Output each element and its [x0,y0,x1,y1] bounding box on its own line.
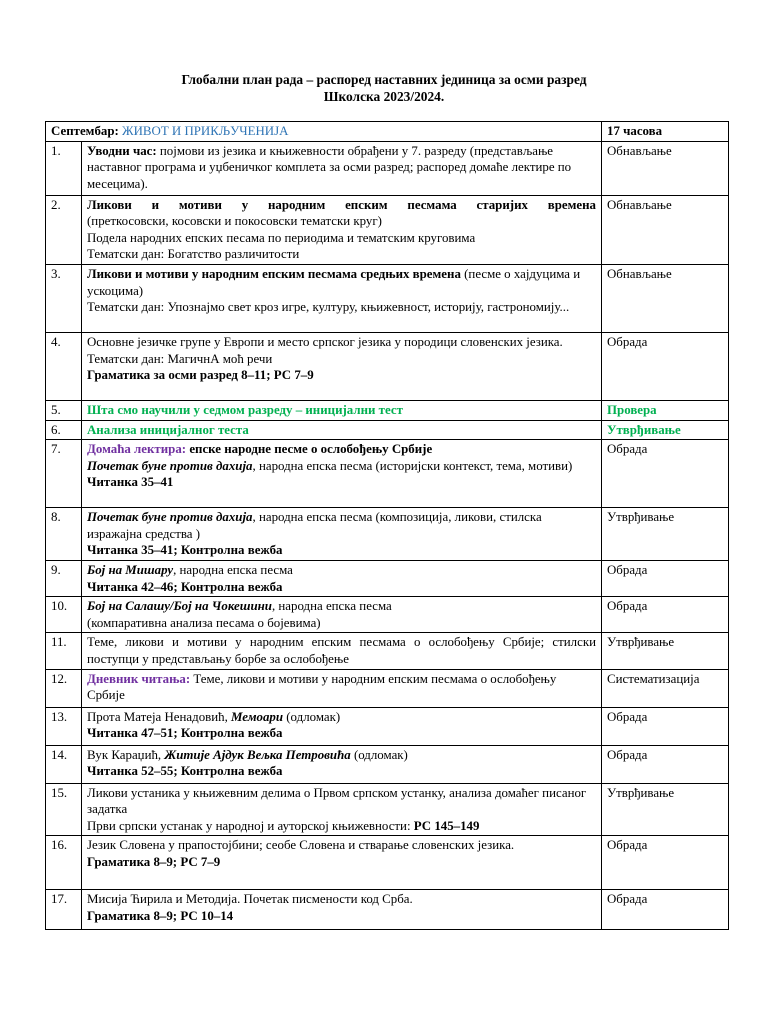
table-row [46,508,729,561]
month-theme: ЖИВОТ И ПРИКЉУЧЕНИЈА [122,124,289,138]
row-content [82,669,602,707]
row-text: Почетак буне против дахија [87,458,253,473]
row-text: , народна епска песма [173,562,293,577]
month-cell [46,122,602,142]
row-text: Житије Ајдук Вељка Петровића [164,747,351,762]
row-number: 1. [46,141,82,195]
row-text: Домаћа лектира: [87,442,187,457]
row-number: 15. [46,783,82,836]
row-text: појмови из језика и књижевности обрађени у 7. разреду (представљање наставног програма и уџбеничког комплета за осми разред; распоред домаће лектире по месецима). [87,143,572,191]
row-text: Први српски устанак у народној и ауторској књижевности: [87,818,414,833]
row-text: Тематски дан: Упознајмо свет кроз игре, културу, књижевност, историју, гастрономију... [87,300,570,315]
row-content: Шта смо научили у седмом разреду – иницијални тест [82,400,602,420]
row-text: Ликови и мотиви у народним епским песмама старијих времена [87,197,596,212]
lesson-plan-table [45,121,729,930]
row-text: , народна епска песма (историјски контекст, тема, мотиви) [252,458,573,473]
document-title [0,71,768,105]
row-text: Граматика 8–9; РС 7–9 [87,854,221,869]
row-text: Прота Матеја Ненадовић, [87,709,232,724]
table-row [46,141,729,195]
row-text: Тематски дан: МагичнА моћ речи [87,351,273,366]
row-number: 7. [46,440,82,508]
row-text: Граматика 8–9; РС 10–14 [87,908,234,923]
row-text: Бој на Мишару [87,562,174,577]
row-content [82,560,602,596]
row-text: Читанка 35–41 [87,475,174,490]
row-text: Ликови и мотиви у народним епским песмама средњих времена [87,266,461,281]
table-row [46,264,729,332]
row-type: Обрада [602,332,729,400]
row-text: Читанка 47–51; Контролна вежба [87,726,283,741]
row-text: , народна епска песма (композиција, ликови, стилска изражајна средства ) [87,510,542,541]
table-row [46,836,729,890]
row-text: Уводни час: [87,143,157,158]
row-text: Читанка 42–46; Контролна вежба [87,579,283,594]
row-content [82,195,602,264]
row-text: (преткосовски, косовски и покосовски тематски круг) [87,214,382,229]
row-text: Читанка 52–55; Контролна вежба [87,764,283,779]
row-text: (компаративна анализа песама о бојевима) [87,615,321,630]
table-row [46,745,729,783]
row-type: Утврђивање [602,420,729,440]
row-number: 2. [46,195,82,264]
row-type: Обрада [602,597,729,633]
table-row [46,195,729,264]
row-text: Читанка 35–41; Контролна вежба [87,543,283,558]
row-text: , народна епска песма [271,599,392,614]
row-text: Почетак буне против дахија [87,510,253,525]
row-number: 3. [46,264,82,332]
row-number: 9. [46,560,82,596]
row-type: Провера [602,400,729,420]
row-text: Подела народних епских песама по периодима и тематским круговима [87,230,476,245]
table-row [46,783,729,836]
row-type: Обрада [602,890,729,930]
row-number: 6. [46,420,82,440]
row-number: 12. [46,669,82,707]
row-content [82,264,602,332]
row-text: (песме о хајдуцима и ускоцима) [87,266,581,298]
table-row [46,332,729,400]
row-text: Граматика за осми разред 8–11; РС 7–9 [87,368,314,383]
row-number: 13. [46,707,82,745]
title-line-1: Глобални план рада – распоред наставних јединица за осми разред [181,72,587,87]
row-number: 14. [46,745,82,783]
row-text: Ликови устаника у књижевним делима о Првом српском устанку, анализа домаћег писаног задатка [87,785,587,817]
table-row [46,400,729,420]
row-content [82,836,602,890]
row-number: 10. [46,597,82,633]
row-type: Обнављање [602,141,729,195]
table-row [46,707,729,745]
row-content [82,332,602,400]
month-header-row [46,122,729,142]
row-text: Мемоари [231,709,284,724]
row-content [82,141,602,195]
row-type: Утврђивање [602,783,729,836]
row-number: 16. [46,836,82,890]
row-content [82,890,602,930]
row-text: Дневник читања: [87,671,191,686]
row-content [82,597,602,633]
row-content [82,440,602,508]
table-row [46,420,729,440]
row-type: Обрада [602,836,729,890]
row-number: 4. [46,332,82,400]
row-text: Тематски дан: Богатство различитости [87,247,300,262]
row-text: Мисија Ћирила и Методија. Почетак писмености код Срба. [87,892,413,907]
row-type: Систематизација [602,669,729,707]
month-hours: 17 часова [602,122,729,142]
row-number: 11. [46,633,82,669]
row-content [82,508,602,561]
row-text: РС 145–149 [413,818,480,833]
row-type: Утврђивање [602,633,729,669]
table-row [46,890,729,930]
row-number: 17. [46,890,82,930]
table-row [46,633,729,669]
table-row [46,669,729,707]
row-text: Бој на Салашу/Бој на Чокешини [87,599,272,614]
row-number: 5. [46,400,82,420]
row-content: Анализа иницијалног теста [82,420,602,440]
row-type: Обрада [602,440,729,508]
row-type: Обрада [602,745,729,783]
row-content [82,745,602,783]
row-content [82,783,602,836]
row-text: Вук Караџић, [87,747,165,762]
row-text: Основне језичке групе у Европи и место српског језика у породици словенских језика. [87,334,563,349]
row-content [82,707,602,745]
row-number: 8. [46,508,82,561]
row-text: Језик Словена у прапостојбини; сеобе Словена и стварање словенских језика. [87,838,515,853]
row-type: Обрада [602,560,729,596]
row-text: (одломак) [350,747,408,762]
table-row [46,560,729,596]
row-text: Теме, ликови и мотиви у народним епским песмама о ослобођењу Србије [87,671,557,703]
row-type: Обрада [602,707,729,745]
table-row [46,597,729,633]
table-row [46,440,729,508]
row-type: Обнављање [602,264,729,332]
row-content: Теме, ликови и мотиви у народним епским песмама о ослобођењу Србије; стилски поступци у представљању борбе за ослобођење [82,633,602,669]
row-type: Утврђивање [602,508,729,561]
row-text: (одломак) [283,709,341,724]
month-label: Септембар: [51,124,119,138]
title-line-2: Школска 2023/2024. [323,89,445,104]
row-text: епске народне песме о ослобођењу Србије [186,442,433,457]
row-type: Обнављање [602,195,729,264]
